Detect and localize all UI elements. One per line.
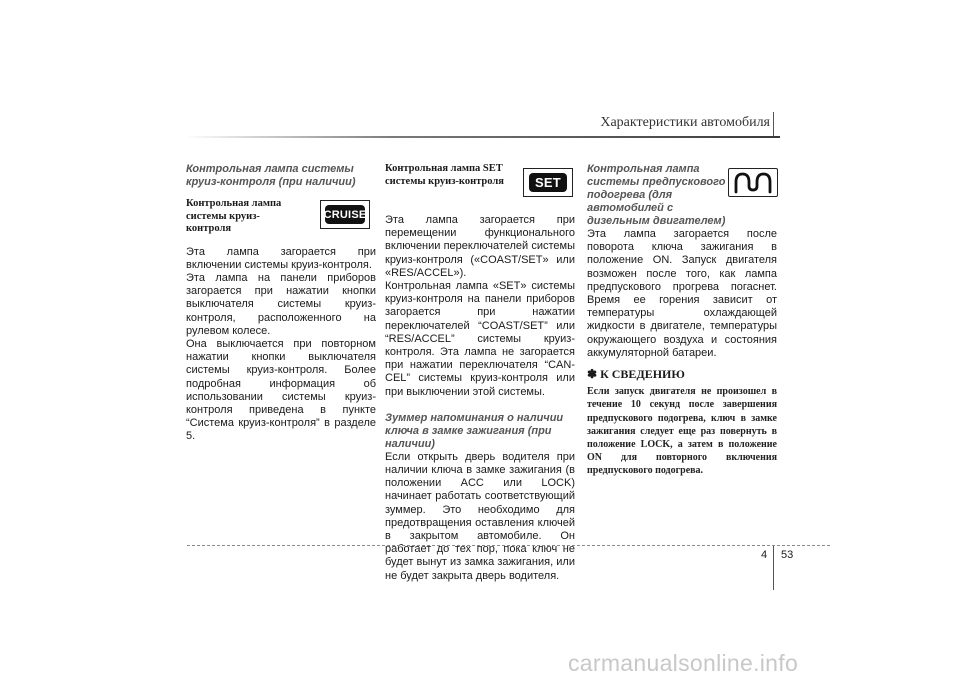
- chapter-number: 4: [761, 549, 768, 561]
- glow-indicator: [728, 168, 778, 197]
- column-set: [385, 163, 575, 583]
- cruise-indicator: [320, 200, 370, 229]
- glow-para-1: Эта лампа загорается после поворота ключа зажигания в положение ON. Запуск двигателя возможен после того, как лампа предпускового прогрева погаснет. Время ее горения зависит от температуры охлаждающей жидкости в двигателе, температуры окружающего воздуха и состояния аккумуляторной батареи.: [587, 228, 777, 359]
- header-tick: [773, 112, 774, 138]
- cruise-label: Контрольная лампа системы круиз-контроля: [186, 198, 282, 234]
- caution-body: Если запуск двигателя не произошел в течение 10 секунд после завершения предпускового подогрева, ключ в замке зажигания следует еще раз повернуть в положение LOCK, а затем в положение ON для повторного включения предпускового подогрева.: [587, 386, 777, 477]
- watermark: carmanualsonline.info: [568, 650, 799, 676]
- glow-heading: Контрольная лампа системы предпускового подогрева (для автомобилей с дизельным двигателем): [587, 163, 726, 227]
- set-indicator: [523, 168, 573, 197]
- page-header-title: Характеристики автомобиля: [600, 115, 770, 130]
- set-icon: SET: [529, 173, 567, 192]
- cruise-para-2: Эта лампа на панели приборов загорается при нажатии кнопки выключателя системы круиз-контроля, расположенного на рулевом колесе.: [186, 271, 376, 337]
- set-para-1: Эта лампа загорается при перемещении функционального включении переключателей системы круиз-контроля («COAST/SET» или «RES/ACCEL»).: [385, 214, 575, 279]
- key-buzzer-para: Если открыть дверь водителя при наличии ключа в замке зажигания (в положении ACC или LOCK) начинает работать соответствующий зуммер. Это необходимо для предотвращения оставления ключей в закрытом автомобиле. Он работает до тех пор, пока ключ не будет вынут из замка зажигания, или не будет закрыта дверь водителя.: [385, 450, 575, 582]
- footer-tick: [773, 546, 774, 590]
- column-glow: [587, 163, 777, 478]
- cruise-heading: Контрольная лампа системы круиз-контроля (при наличии): [186, 163, 356, 188]
- set-para-2: Контрольная лампа «SET» системы круиз-контроля на панели приборов загорается при нажатии переключателей “COAST/SET” или “RES/ACCEL” системы круиз-контроля. Эта лампа не загорается при нажатии переключателя “CAN-CEL” системы круиз-контроля или при выключении этой системы.: [385, 280, 575, 398]
- caution-title: [587, 368, 777, 381]
- caution-title-text: К СВЕДЕНИЮ: [600, 367, 685, 382]
- header-rule: [185, 136, 780, 138]
- cruise-icon: CRUISE: [325, 205, 365, 224]
- caution-symbol-icon: ✽: [587, 367, 598, 382]
- footer-rule: [187, 545, 830, 546]
- cruise-para-1: Эта лампа загорается при включении системы круиз-контроля.: [186, 245, 376, 271]
- cruise-para-3: Она выключается при повторном нажатии кнопки выключателя системы круиз-контроля. Более подробная информация об использовании системы круиз-контроля приведена в пункте “Система круиз-контроля” в разделе 5.: [186, 337, 376, 443]
- key-buzzer-heading: Зуммер напоминания о наличии ключа в замке зажигания (при наличии): [385, 411, 564, 450]
- set-label: Контрольная лампа SET системы круиз-контроля: [385, 163, 504, 187]
- glow-plug-icon: [732, 170, 774, 196]
- page-number: 53: [781, 549, 794, 561]
